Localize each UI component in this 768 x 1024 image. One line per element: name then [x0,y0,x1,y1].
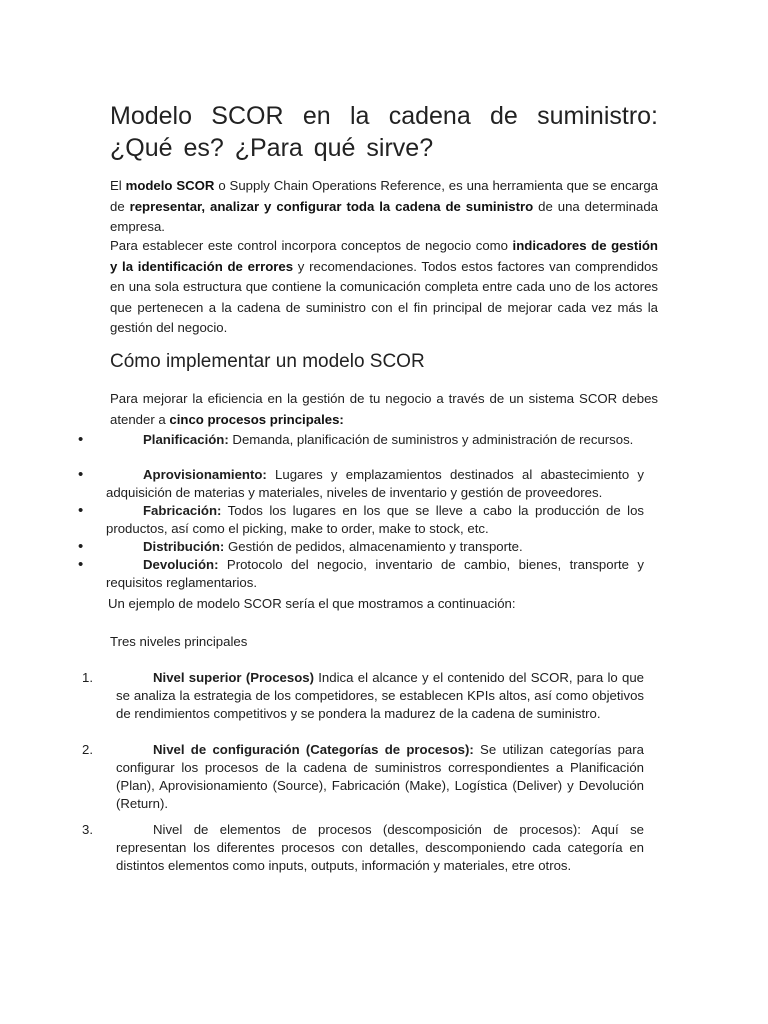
bullet-icon: • [78,556,84,573]
intro-paragraph-1: El modelo SCOR o Supply Chain Operations Reference, es una herramienta que se encarga de representar, analizar y configurar toda la cadena de suministro de una determinada empresa. [110,178,658,235]
bullet-icon: • [78,502,84,519]
section-lead-paragraph: Para mejorar la eficiencia en la gestión de tu negocio a través de un sistema SCOR debes atender a cinco procesos principales: [110,391,658,427]
list-item: 2. Nivel de configuración (Categorías de procesos): Se utilizan categorías para configurar los procesos de la cadena de suministros correspondientes a Planificación (Plan), Aprovisionamiento (Source), Fabricación (Make), Logística (Deliver) y Devolución (Return). [82,742,644,811]
example-sentence: Un ejemplo de modelo SCOR sería el que mostramos a continuación: [108,596,516,611]
bullet-icon: • [78,431,84,448]
bullet-icon: • [78,538,84,555]
list-item: • Planificación: Demanda, planificación de suministros y administración de recursos. [78,431,634,448]
section-heading-levels: Tres niveles principales [110,634,248,649]
bullet-icon: • [78,466,84,483]
list-item: • Distribución: Gestión de pedidos, almacenamiento y transporte. [78,538,523,555]
intro-paragraph-2: Para establecer este control incorpora conceptos de negocio como indicadores de gestión y la identificación de errores y recomendaciones. Todos estos factores van comprendidos en una sola estructura que contiene la comunicación completa entre cada uno de los actores que pertenecen a la cadena de suministro con el fin principal de mejorar cada vez más la gestión del negocio. [110,238,658,336]
list-item: • Devolución: Protocolo del negocio, inventario de cambio, bienes, transporte y requisitos reglamentarios. [78,556,644,590]
page-title: Modelo SCOR en la cadena de suministro: ¿Qué es? ¿Para qué sirve? [110,102,658,162]
list-item: • Fabricación: Todos los lugares en los que se lleve a cabo la producción de los productos, así como el picking, make to order, make to stock, etc. [78,502,644,536]
section-heading-implement: Cómo implementar un modelo SCOR [110,351,425,372]
list-item: • Aprovisionamiento: Lugares y emplazamientos destinados al abastecimiento y adquisición de materias y materiales, niveles de inventario y gestión de proveedores. [78,466,644,500]
list-item: 1. Nivel superior (Procesos) Indica el alcance y el contenido del SCOR, para lo que se analiza la estrategia de los competidores, se establecen KPIs altos, así como objetivos de rendimientos competitivos y se pondera la madurez de la cadena de suministro. [82,670,644,721]
list-item: 3. Nivel de elementos de procesos (descomposición de procesos): Aquí se representan los diferentes procesos con detalles, descomponiendo cada categoría en distintos elementos como inputs, outputs, información y materiales, etre otros. [82,822,644,873]
